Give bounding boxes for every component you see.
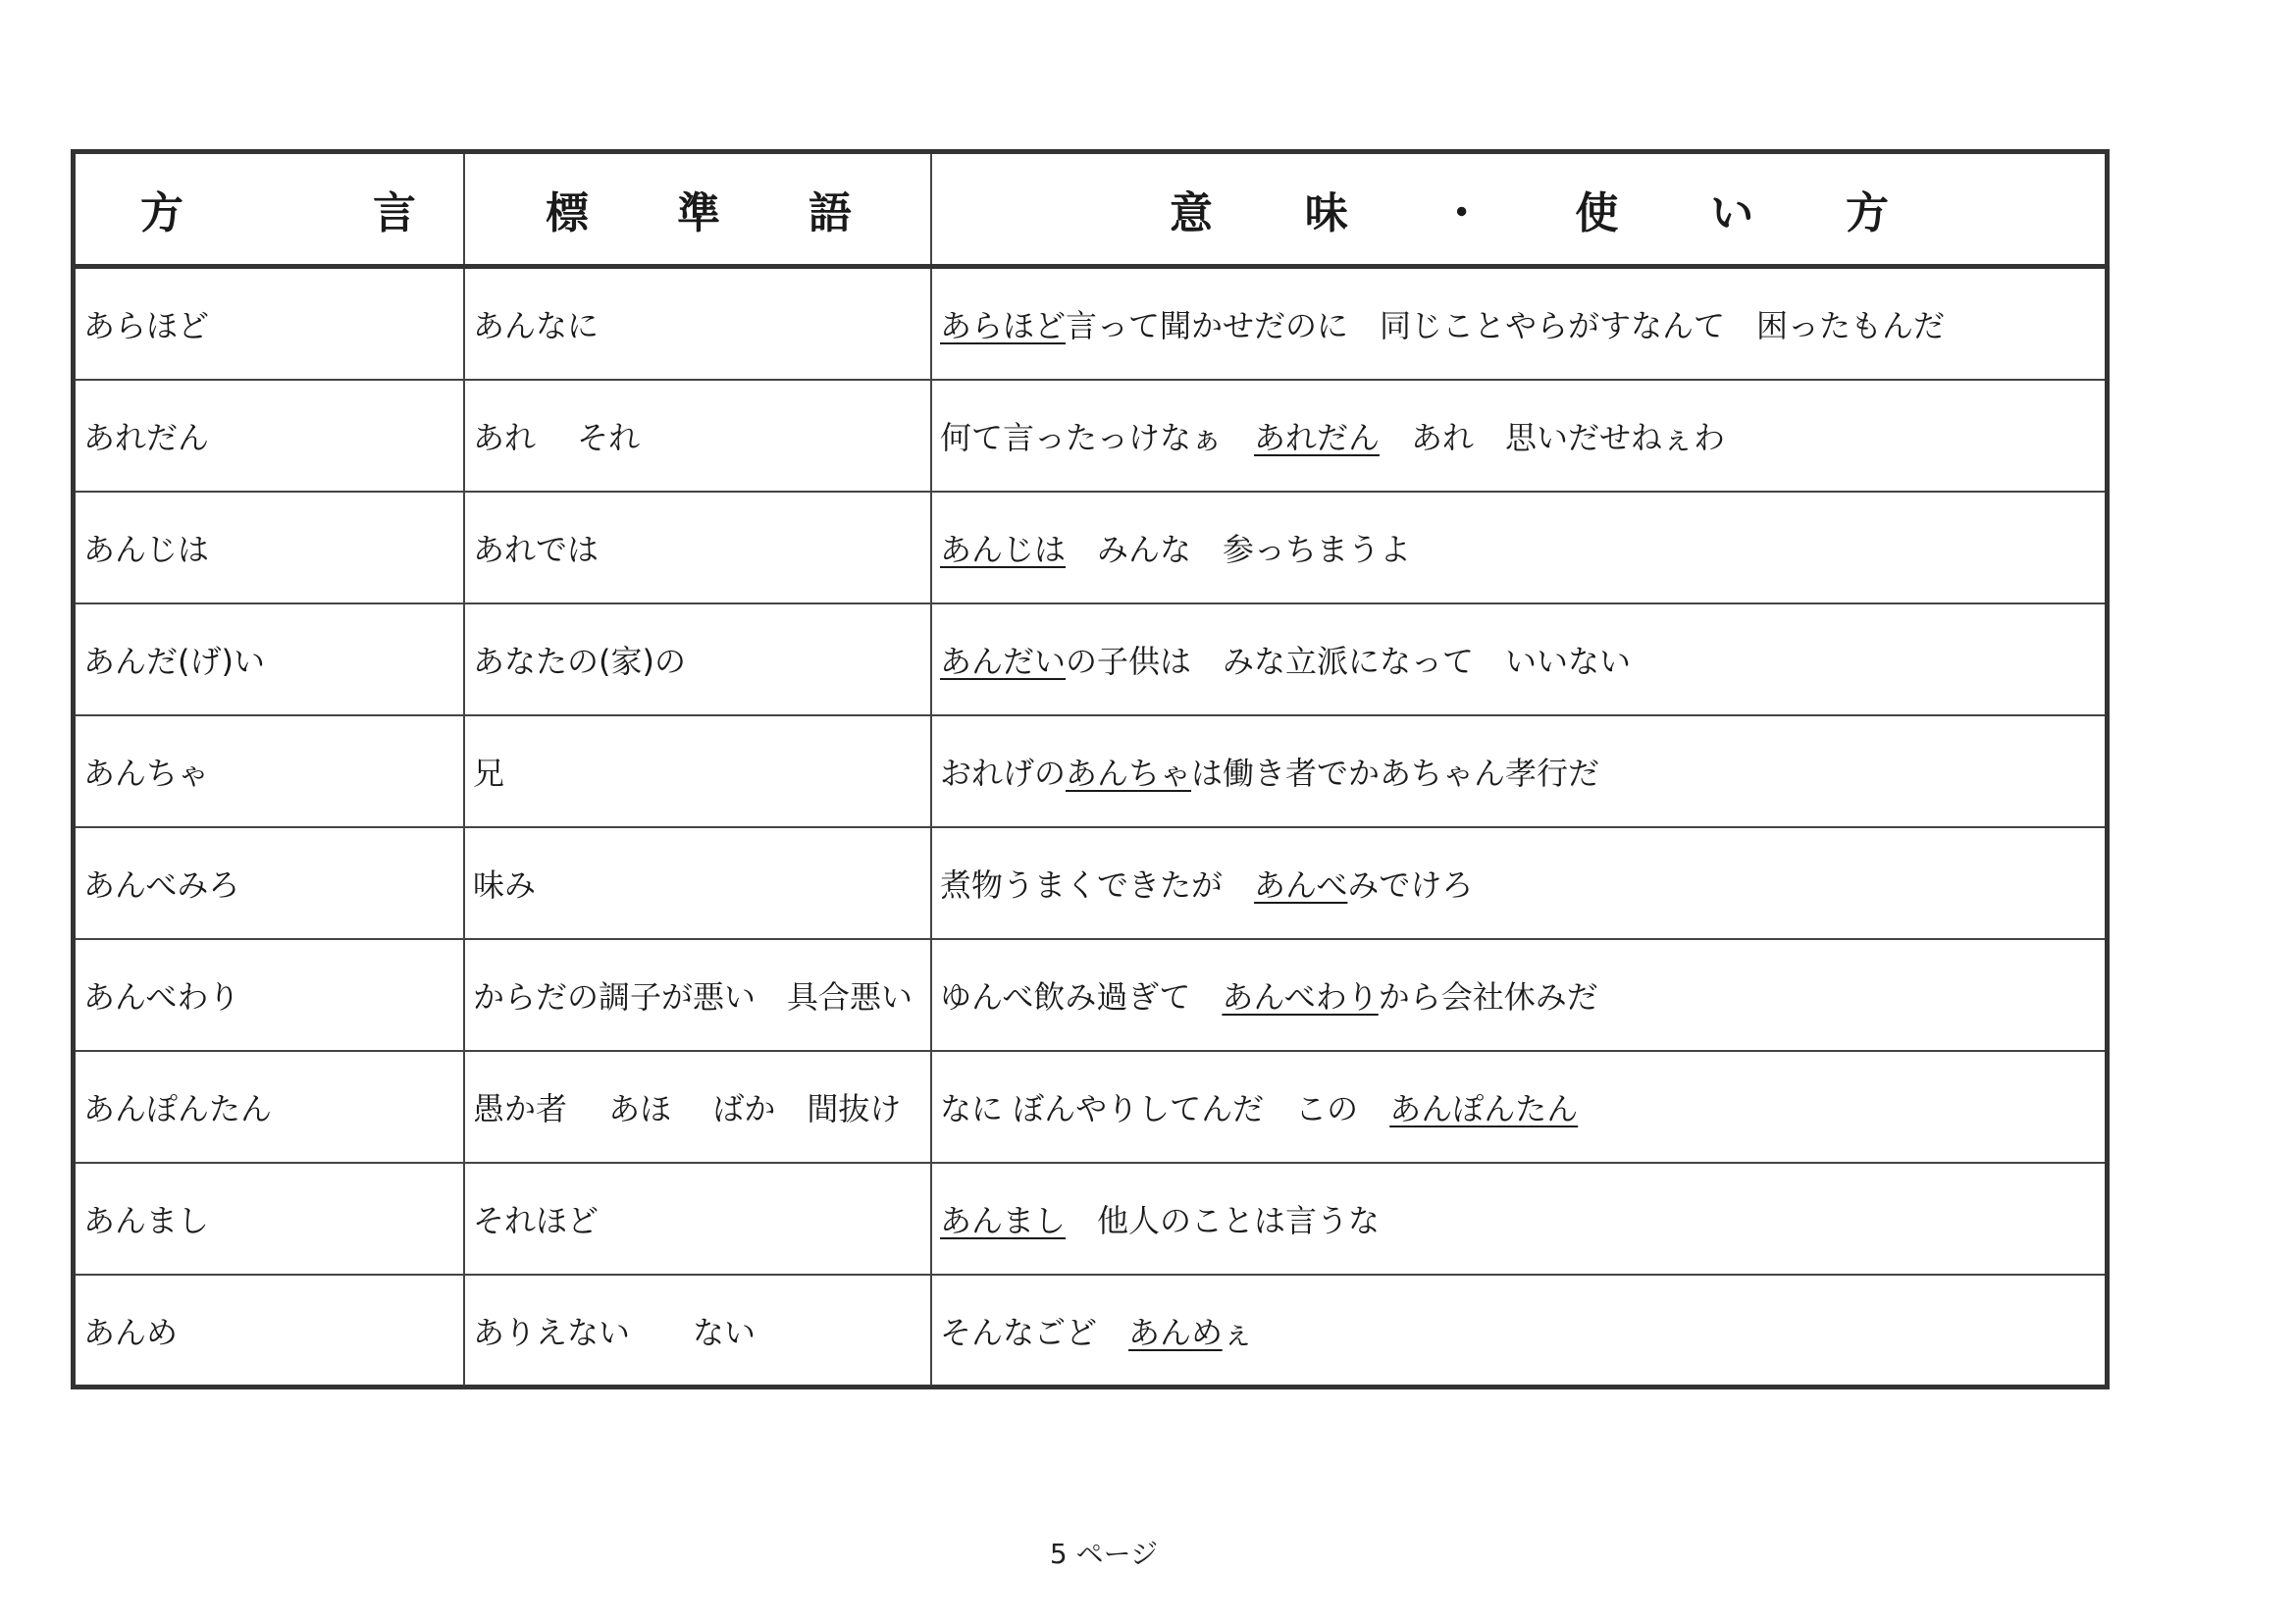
standard-cell: からだの調子が悪い 具合悪い: [464, 939, 931, 1051]
usage-cell: [931, 827, 2105, 939]
usage-text: なに ぼんやりしてんだ この: [940, 1090, 1390, 1127]
usage-text: ゆんべ飲み過ぎて: [940, 978, 1223, 1016]
dialect-cell: あんだ(げ)い: [76, 603, 464, 715]
usage-text: あれ 思いだせねぇわ: [1380, 419, 1726, 456]
table-row: [76, 1051, 2105, 1163]
usage-cell: [931, 267, 2105, 381]
table-row: [76, 267, 2105, 381]
table-row: [76, 827, 2105, 939]
standard-cell: あれでは: [464, 492, 931, 603]
usage-text: みでけろ: [1347, 866, 1474, 904]
usage-highlight: あんちゃ: [1066, 755, 1192, 792]
usage-text: ぇ: [1222, 1314, 1254, 1351]
usage-highlight: あんじは: [940, 531, 1067, 568]
dialect-table-frame: [71, 149, 2110, 1389]
header-usage-char: い: [1710, 188, 1754, 238]
standard-cell: ありえない ない: [464, 1275, 931, 1386]
header-dialect: [76, 154, 464, 267]
dialect-cell: あんめ: [76, 1275, 464, 1386]
dialect-cell: あんじは: [76, 492, 464, 603]
usage-text: みんな 参っちまうよ: [1066, 531, 1412, 568]
dialect-cell: あんぽんたん: [76, 1051, 464, 1163]
standard-cell: 兄: [464, 715, 931, 827]
usage-text: 他人のことは言うな: [1066, 1202, 1381, 1239]
usage-text: から会社休みだ: [1378, 978, 1598, 1016]
table-row: [76, 603, 2105, 715]
table-row: [76, 492, 2105, 603]
dialect-cell: あんちゃ: [76, 715, 464, 827]
usage-highlight: あんぽんたん: [1389, 1090, 1579, 1127]
usage-highlight: あんだい: [940, 643, 1067, 680]
dialect-cell: あんまし: [76, 1163, 464, 1275]
dialect-cell: あんべみろ: [76, 827, 464, 939]
usage-text: 言って聞かせだのに 同じことやらがすなんて 困ったもんだ: [1066, 307, 1946, 344]
header-usage: [931, 154, 2105, 267]
usage-cell: [931, 1163, 2105, 1275]
header-standard: [464, 154, 931, 267]
table-row: [76, 1275, 2105, 1386]
table-row: [76, 715, 2105, 827]
table-row: [76, 1163, 2105, 1275]
page-number: 5 ページ: [1049, 1538, 1159, 1570]
usage-cell: [931, 492, 2105, 603]
usage-highlight: あれだん: [1254, 419, 1381, 456]
header-usage-char: ・: [1439, 188, 1484, 238]
dialect-cell: あらほど: [76, 267, 464, 381]
table-row: [76, 939, 2105, 1051]
header-standard-char: 語: [809, 188, 852, 238]
table-header-row: [76, 154, 2105, 267]
table-row: [76, 380, 2105, 492]
usage-text: 何て言ったっけなぁ: [940, 419, 1255, 456]
header-standard-char: 準: [677, 188, 720, 238]
header-dialect-char: 言: [373, 188, 416, 238]
usage-highlight: あんべわり: [1222, 978, 1379, 1016]
standard-cell: 味み: [464, 827, 931, 939]
header-standard-char: 標: [546, 188, 589, 238]
header-usage-char: 意: [1170, 188, 1213, 238]
standard-cell: 愚か者 あほ ばか 間抜け: [464, 1051, 931, 1163]
header-usage-char: 使: [1575, 188, 1619, 238]
standard-cell: あなたの(家)の: [464, 603, 931, 715]
dialect-cell: あんべわり: [76, 939, 464, 1051]
dialect-table: [76, 154, 2105, 1386]
header-usage-char: 方: [1845, 188, 1889, 238]
usage-cell: [931, 1051, 2105, 1163]
usage-text: おれげの: [940, 755, 1067, 792]
usage-cell: [931, 939, 2105, 1051]
standard-cell: あれ それ: [464, 380, 931, 492]
standard-cell: あんなに: [464, 267, 931, 381]
standard-cell: それほど: [464, 1163, 931, 1275]
usage-text: そんなごど: [940, 1314, 1129, 1351]
usage-cell: [931, 603, 2105, 715]
usage-text: は働き者でかあちゃん孝行だ: [1191, 755, 1600, 792]
usage-cell: [931, 1275, 2105, 1386]
usage-highlight: あんめ: [1128, 1314, 1223, 1351]
usage-text: の子供は みな立派になって いいない: [1066, 643, 1632, 680]
header-usage-char: 味: [1304, 188, 1348, 238]
usage-highlight: あんまし: [940, 1202, 1067, 1239]
dialect-cell: あれだん: [76, 380, 464, 492]
usage-text: 煮物うまくできたが: [940, 866, 1255, 904]
usage-highlight: あらほど: [940, 307, 1067, 344]
usage-highlight: あんべ: [1254, 866, 1348, 904]
usage-cell: [931, 715, 2105, 827]
usage-cell: [931, 380, 2105, 492]
header-dialect-char: 方: [140, 188, 183, 238]
